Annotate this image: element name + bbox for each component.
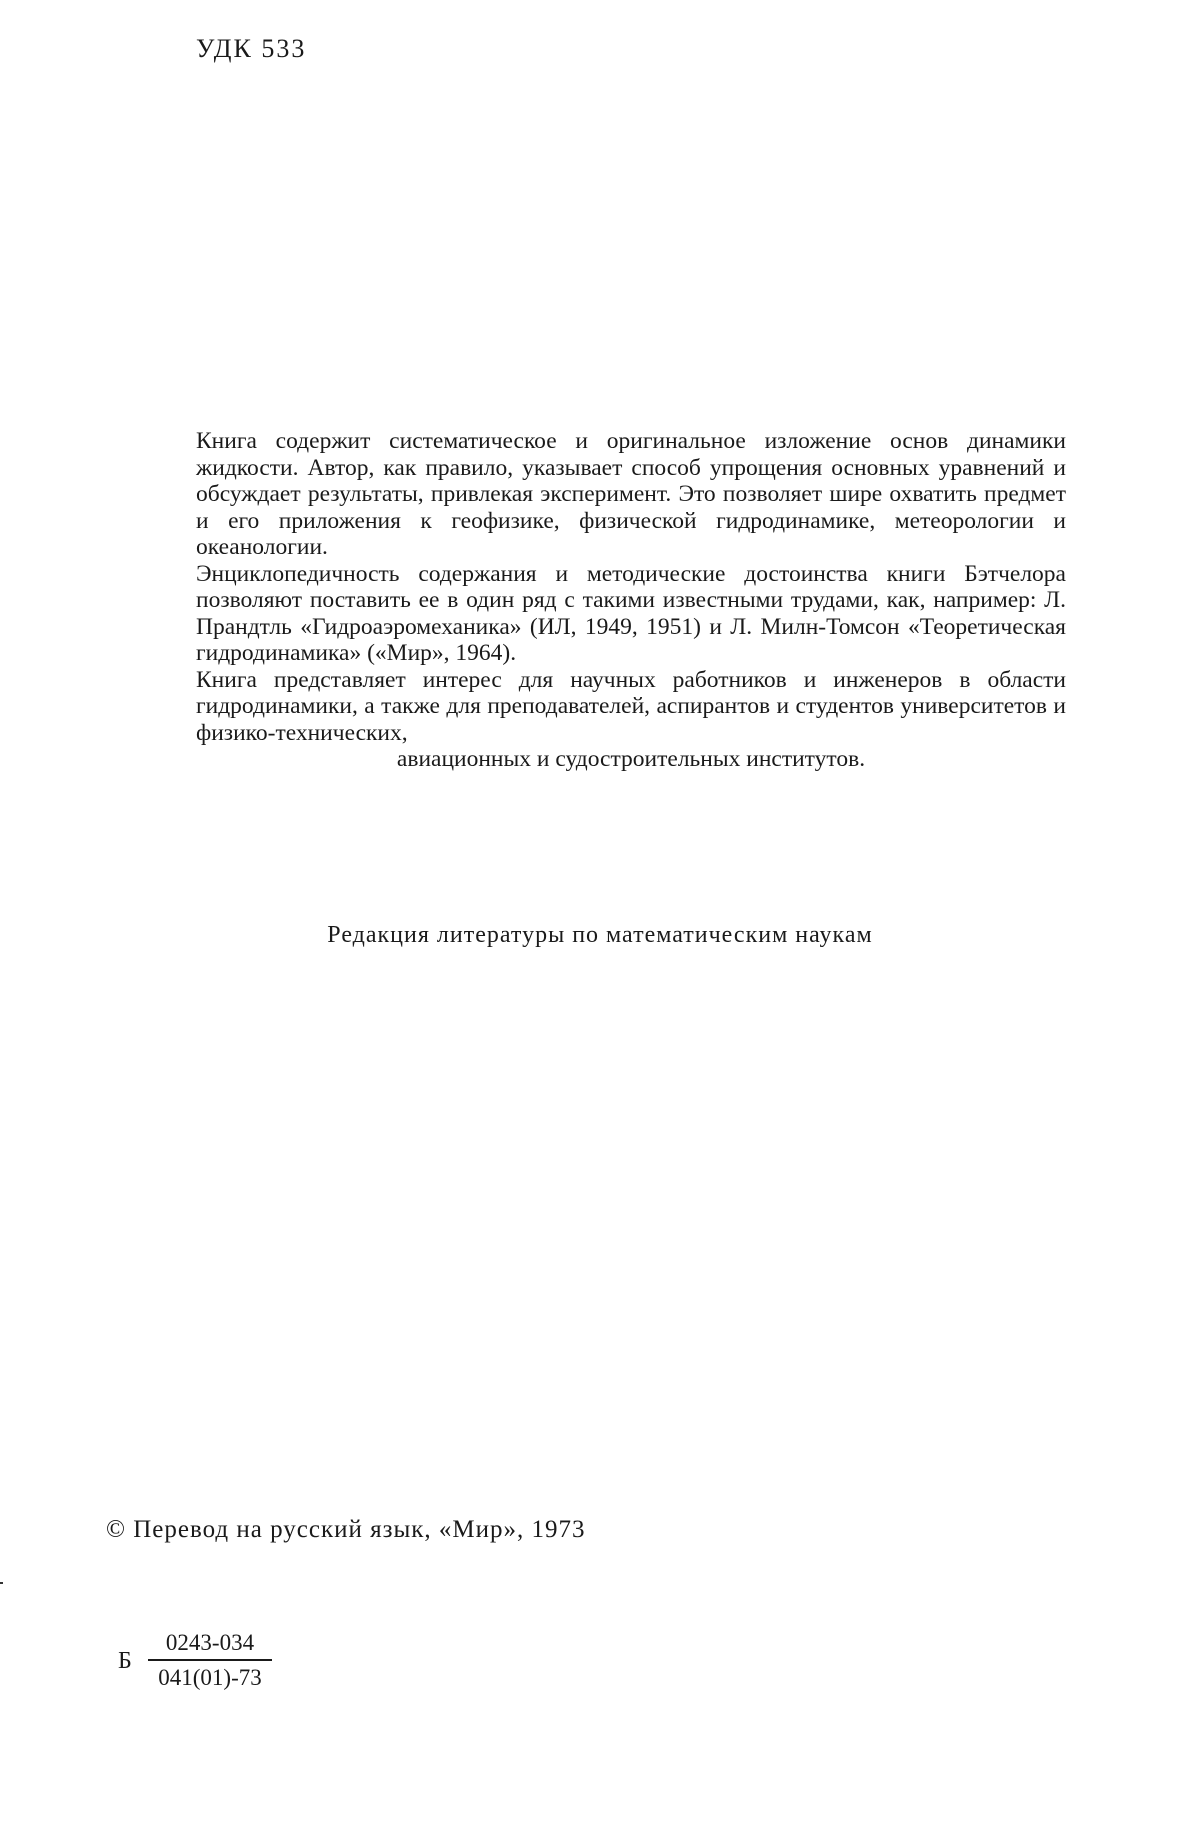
book-annotation [196, 428, 1066, 773]
annotation-paragraph-2: Энциклопедичность содержания и методические достоинства книги Бэтчелора позволяют поставить ее в один ряд с такими известными трудами, как, например: Л. Прандтль «Гидроаэромеханика» (ИЛ, 1949, 1951) и Л. Милн-Томсон «Теоретическая гидродинамика» («Мир», 1964). [196, 560, 1066, 666]
annotation-paragraph-4: авиационных и судостроительных институтов. [396, 746, 866, 772]
index-numerator: 0243-034 [165, 1630, 255, 1655]
editorial-office-line: Редакция литературы по математическим наукам [327, 922, 873, 948]
scan-edge-mark [0, 1582, 3, 1584]
annotation-paragraph-3: Книга представляет интерес для научных работников и инженеров в области гидродинамики, а также для преподавателей, аспирантов и студентов университетов и физико-технических, [196, 666, 1066, 746]
udk-code: УДК 533 [196, 34, 307, 63]
index-denominator: 041(01)-73 [158, 1665, 262, 1690]
fraction-bar [148, 1659, 272, 1661]
index-letter: Б [118, 1648, 132, 1674]
annotation-paragraph-1: Книга содержит систематическое и оригинальное изложение основ динамики жидкости. Автор, как правило, указывает способ упрощения основных уравнений и обсуждает результаты, привлекая эксперимент. Это позволяет шире охватить предмет и его приложения к геофизике, физической гидродинамике, метеорологии и океанологии. [196, 428, 1066, 560]
index-fraction [148, 1628, 272, 1693]
copyright-line: © Перевод на русский язык, «Мир», 1973 [106, 1516, 586, 1543]
